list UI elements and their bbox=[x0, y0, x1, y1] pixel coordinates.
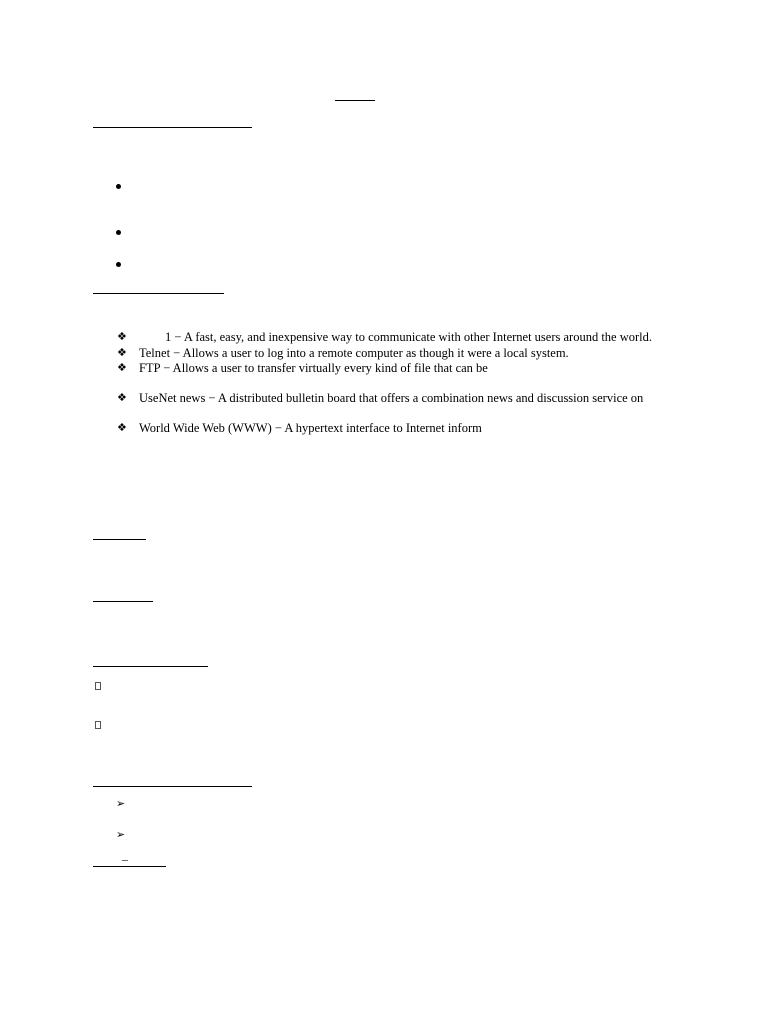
arrow-bullet-icon: ➢ bbox=[116, 828, 126, 841]
section-heading-underline-5 bbox=[93, 666, 208, 667]
section-heading-underline-7 bbox=[93, 866, 166, 867]
section-heading-underline-6 bbox=[93, 786, 252, 787]
service-item-usenet: UseNet news − A distributed bulletin board that offers a combination news and discussion service on bbox=[139, 391, 644, 405]
service-item-email: 1 − A fast, easy, and inexpensive way to communicate with other Internet users around the world. bbox=[165, 330, 653, 344]
diamond-bullet-icon: ❖ bbox=[117, 421, 127, 434]
diamond-bullet-icon: ❖ bbox=[117, 346, 127, 359]
service-item-www: World Wide Web (WWW) − A hypertext interface to Internet inform bbox=[139, 421, 482, 435]
section-heading-underline-1 bbox=[93, 127, 252, 128]
arrow-bullet-icon: ➢ bbox=[116, 797, 126, 810]
section-heading-underline-2 bbox=[93, 293, 224, 294]
title-underline bbox=[335, 100, 375, 101]
missing-glyph-icon bbox=[95, 682, 101, 690]
diamond-bullet-icon: ❖ bbox=[117, 330, 127, 343]
service-item-telnet: Telnet − Allows a user to log into a remote computer as though it were a local system. bbox=[139, 346, 569, 360]
missing-glyph-icon bbox=[95, 721, 101, 729]
bullet-dot bbox=[116, 262, 121, 267]
section-heading-underline-4 bbox=[93, 601, 153, 602]
diamond-bullet-icon: ❖ bbox=[117, 361, 127, 374]
bullet-dot bbox=[116, 230, 121, 235]
section-heading-underline-3 bbox=[93, 539, 146, 540]
service-item-ftp: FTP − Allows a user to transfer virtually every kind of file that can be bbox=[139, 361, 488, 375]
dash-mark: – bbox=[122, 852, 128, 866]
diamond-bullet-icon: ❖ bbox=[117, 391, 127, 404]
bullet-dot bbox=[116, 184, 121, 189]
